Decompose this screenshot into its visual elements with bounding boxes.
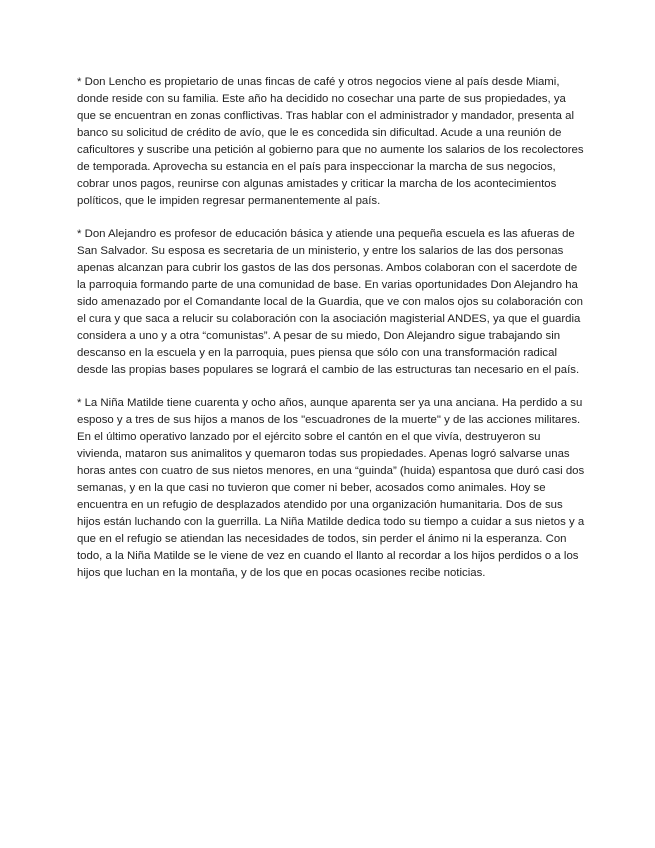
paragraph-don-alejandro: * Don Alejandro es profesor de educación básica y atiende una pequeña escuela es las afueras de San Salvador. Su esposa es secretaria de un ministerio, y entre los salarios de las dos personas apenas alcanzan para cubrir los gastos de las dos personas. Ambos colaboran con el sacerdote de la parroquia formando parte de una comunidad de base. En varias oportunidades Don Alejandro ha sido amenazado por el Comandante local de la Guardia, que ve con malos ojos su colaboración con el cura y que saca a relucir su colaboración con la asociación magisterial ANDES, ya que el guardia considera a uno y a otra “comunistas”. A pesar de su miedo, Don Alejandro sigue trabajando sin descanso en la escuela y en la parroquia, pues piensa que sólo con una transformación radical desde las propias bases populares se logrará el cambio de las estructuras tan necesario en el país. (77, 228, 583, 376)
paragraph-nina-matilde: * La Niña Matilde tiene cuarenta y ocho años, aunque aparenta ser ya una anciana. Ha perdido a su esposo y a tres de sus hijos a manos de los "escuadrones de la muerte" y de las acciones militares. En el último operativo lanzado por el ejército sobre el cantón en el que vivía, destruyeron su vivienda, mataron sus animalitos y quemaron todas sus propiedades. Apenas logró salvarse unas horas antes con cuatro de sus nietos menores, en una “guinda” (huida) espantosa que duró casi dos semanas, y en la que casi no tuvieron que comer ni beber, acosados como animales. Hoy se encuentra en un refugio de desplazados atendido por una organización humanitaria. Dos de sus hijos están luchando con la guerrilla. La Niña Matilde dedica todo su tiempo a cuidar a sus nietos y a que en el refugio se atiendan las necesidades de todos, sin perder el ánimo ni la esperanza. Con todo, a la Niña Matilde se le viene de vez en cuando el llanto al recordar a los hijos perdidos o a los hijos que luchan en la montaña, y de los que en pocas ocasiones recibe noticias. (77, 397, 585, 579)
paragraph-don-lencho: * Don Lencho es propietario de unas fincas de café y otros negocios viene al país desde Miami, donde reside con su familia. Este año ha decidido no cosechar una parte de sus propiedades, ya que se encuentran en zonas conflictivas. Tras hablar con el administrador y mandador, presenta al banco su solicitud de crédito de avío, que le es concedida sin dificultad. Acude a una reunión de caficultores y suscribe una petición al gobierno para que no aumente los salarios de los recolectores de temporada. Aprovecha su estancia en el país para inspeccionar la marcha de sus negocios, cobrar unos pagos, reunirse con algunas amistades y criticar la marcha de los acontecimientos políticos, que le impiden regresar permanentemente al país. (77, 76, 584, 207)
document-body (77, 74, 585, 598)
